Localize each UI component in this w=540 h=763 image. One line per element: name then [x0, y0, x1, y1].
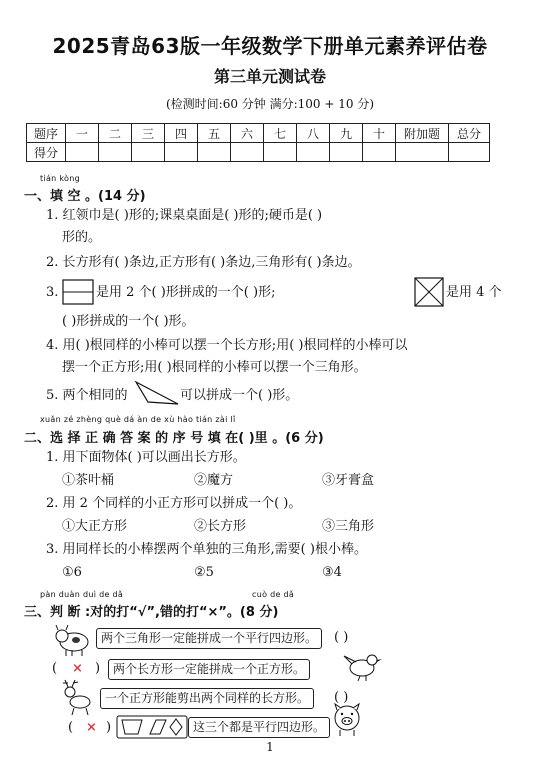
section2-pinyin: xuǎn zé zhèng què dá àn de xù hào tián zài lǐ: [40, 415, 236, 424]
score-input-cell[interactable]: [264, 143, 297, 162]
table-cell: 二: [99, 124, 132, 143]
s2-q2: 2. 用 2 个同样的小正方形可以拼成一个( )。: [46, 496, 302, 511]
paren-close: ): [95, 661, 101, 676]
s2-q1-option-2: ②魔方: [194, 473, 234, 488]
s1-q3-number: 3.: [46, 285, 59, 300]
score-table-header-row: [27, 124, 490, 143]
three-shapes-icon: [116, 715, 188, 739]
pig-icon: [330, 702, 364, 738]
page-subtitle: 第三单元测试卷: [213, 67, 326, 86]
bird-icon: [342, 648, 384, 682]
section2-title: 二、选 择 正 确 答 案 的 序 号 填 在( )里 。(6 分): [24, 431, 324, 446]
cow-icon: [52, 622, 92, 658]
judge-statement-4: 这三个都是平行四边形。: [188, 717, 330, 738]
s2-q1: 1. 用下面物体( )可以画出长方形。: [46, 450, 246, 465]
square-with-diagonals-icon: [414, 277, 444, 307]
score-input-cell[interactable]: [99, 143, 132, 162]
score-input-cell[interactable]: [297, 143, 330, 162]
s2-q3-option-2: ②5: [194, 565, 214, 580]
paren-open: (: [68, 720, 74, 735]
table-cell: 得分: [27, 143, 66, 162]
paren-close: ): [106, 720, 112, 735]
table-cell: 总分: [449, 124, 490, 143]
table-cell: 一: [66, 124, 99, 143]
s2-q2-option-1: ①大正方形: [62, 519, 128, 534]
table-cell: 附加题: [396, 124, 449, 143]
table-cell: 七: [264, 124, 297, 143]
section1-pinyin: tián kòng: [40, 174, 80, 183]
judge-statement-1: 两个三角形一定能拼成一个平行四边形。: [96, 628, 322, 649]
s2-q1-option-1: ①茶叶桶: [62, 473, 115, 488]
s1-q4-line1: 4. 用( )根同样的小棒可以摆一个长方形;用( )根同样的小棒可以: [46, 338, 408, 353]
s1-q1-line2: 形的。: [62, 230, 102, 245]
triangle-icon: [134, 380, 180, 406]
score-input-cell[interactable]: [396, 143, 449, 162]
score-input-cell[interactable]: [330, 143, 363, 162]
score-input-cell[interactable]: [198, 143, 231, 162]
judge-answer-3[interactable]: ( ): [334, 690, 349, 705]
section3-pinyin-2: cuò de dǎ: [252, 590, 295, 599]
judge-answer-1[interactable]: ( ): [334, 630, 349, 645]
table-cell: 三: [132, 124, 165, 143]
s1-q5-part2: 可以拼成一个( )形。: [180, 388, 299, 403]
s2-q3-option-3: ③4: [322, 565, 342, 580]
s2-q2-option-2: ②长方形: [194, 519, 247, 534]
s1-q5-part1: 5. 两个相同的: [46, 388, 128, 403]
s1-q4-line2: 摆一个正方形;用( )根同样的小棒可以摆一个三角形。: [62, 360, 367, 375]
score-input-cell[interactable]: [449, 143, 490, 162]
section3-title: 三、判 断 :对的打“√”,错的打“×”。(8 分): [24, 605, 279, 620]
s2-q1-option-3: ③牙膏盒: [322, 473, 375, 488]
s2-q3: 3. 用同样长的小棒摆两个单独的三角形,需要( )根小棒。: [46, 542, 367, 557]
table-cell: 五: [198, 124, 231, 143]
score-input-cell[interactable]: [66, 143, 99, 162]
score-input-cell[interactable]: [363, 143, 396, 162]
section1-title: 一、填 空 。(14 分): [24, 189, 146, 204]
score-input-cell[interactable]: [165, 143, 198, 162]
table-cell: 六: [231, 124, 264, 143]
deer-icon: [60, 678, 98, 716]
s2-q3-option-1: ①6: [62, 565, 82, 580]
table-cell: 十: [363, 124, 396, 143]
table-cell: 九: [330, 124, 363, 143]
section3-pinyin-1: pàn duàn duì de dǎ: [40, 590, 124, 599]
paren-open: (: [52, 661, 58, 676]
page-number: 1: [266, 740, 274, 754]
s1-q3-line1b: 是用 4 个: [446, 285, 502, 300]
s1-q2: 2. 长方形有( )条边,正方形有( )条边,三角形有( )条边。: [46, 255, 361, 270]
judge-answer-2[interactable]: ×: [72, 661, 83, 676]
page-title: 2025青岛63版一年级数学下册单元素养评估卷: [52, 34, 488, 58]
s1-q1-line1: 1. 红领巾是( )形的;课桌桌面是( )形的;硬币是( ): [46, 208, 323, 223]
table-cell: 四: [165, 124, 198, 143]
score-input-cell[interactable]: [132, 143, 165, 162]
table-cell: 题序: [27, 124, 66, 143]
time-info: (检测时间:60 分钟 满分:100 + 10 分): [165, 97, 375, 111]
score-table: [26, 123, 490, 162]
s1-q3-line1: 是用 2 个( )形拼成的一个( )形;: [96, 285, 276, 300]
judge-statement-2: 两个长方形一定能拼成一个正方形。: [108, 659, 310, 680]
table-cell: 八: [297, 124, 330, 143]
score-input-cell[interactable]: [231, 143, 264, 162]
judge-statement-3: 一个正方形能剪出两个同样的长方形。: [100, 688, 314, 709]
s1-q3-line2: ( )形拼成的一个( )形。: [62, 314, 195, 329]
score-table-score-row: [27, 143, 490, 162]
judge-answer-4[interactable]: ×: [86, 720, 97, 735]
s2-q2-option-3: ③三角形: [322, 519, 375, 534]
rectangle-two-squares-icon: [62, 279, 94, 305]
